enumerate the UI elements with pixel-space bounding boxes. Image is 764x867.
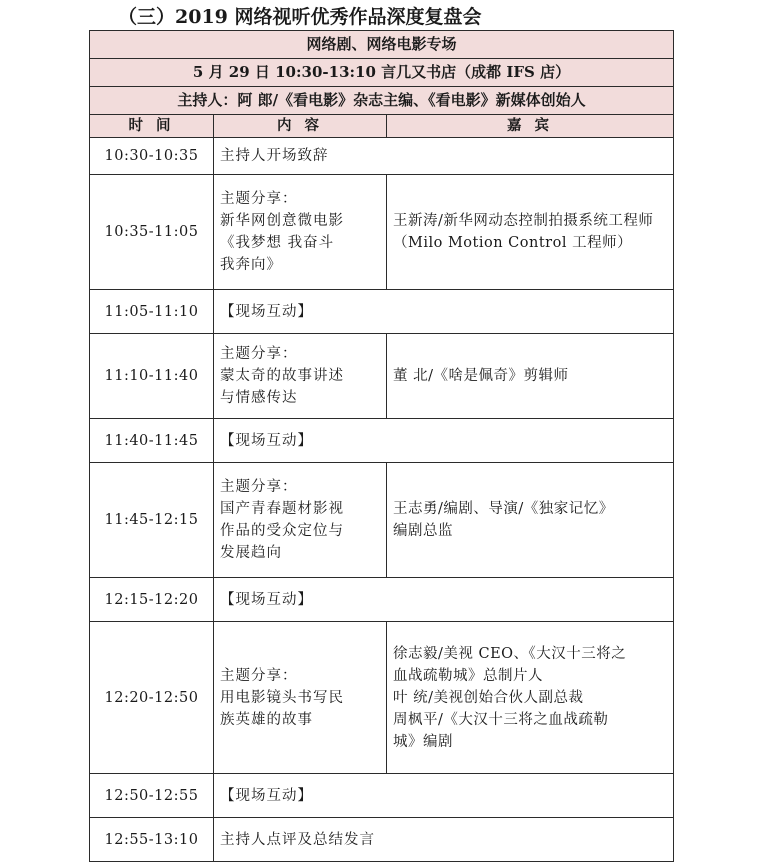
content-cell: 【现场互动】 — [214, 578, 674, 622]
time-cell: 12:20-12:50 — [90, 622, 214, 774]
table-row — [90, 290, 674, 334]
table-row — [90, 334, 674, 419]
time-cell: 12:15-12:20 — [90, 578, 214, 622]
time-cell: 11:10-11:40 — [90, 334, 214, 419]
column-header-guest: 嘉 宾 — [387, 115, 674, 138]
session-host: 主持人：阿 郎/《看电影》杂志主编、《看电影》新媒体创始人 — [90, 87, 674, 115]
content-cell: 主持人点评及总结发言 — [214, 818, 674, 862]
time-cell: 10:30-10:35 — [90, 138, 214, 175]
time-cell: 11:40-11:45 — [90, 419, 214, 463]
content-cell: 主题分享： 新华网创意微电影 《我梦想 我奋斗 我奔向》 — [214, 175, 387, 290]
table-row — [90, 578, 674, 622]
table-row — [90, 818, 674, 862]
column-header-time: 时 间 — [90, 115, 214, 138]
content-cell: 主题分享： 用电影镜头书写民 族英雄的故事 — [214, 622, 387, 774]
column-header-content: 内 容 — [214, 115, 387, 138]
guest-cell: 王新涛/新华网动态控制拍摄系统工程师（Milo Motion Control 工程师） — [387, 175, 674, 290]
time-cell: 12:50-12:55 — [90, 774, 214, 818]
guest-cell: 王志勇/编剧、导演/《独家记忆》 编剧总监 — [387, 463, 674, 578]
table-row — [90, 175, 674, 290]
schedule-table — [89, 30, 674, 862]
content-cell: 【现场互动】 — [214, 290, 674, 334]
table-row — [90, 463, 674, 578]
time-cell: 11:45-12:15 — [90, 463, 214, 578]
session-date-venue: 5 月 29 日 10:30-13:10 言几又书店（成都 IFS 店） — [90, 59, 674, 87]
time-cell: 12:55-13:10 — [90, 818, 214, 862]
table-row — [90, 138, 674, 175]
page-title: （三）2019 网络视听优秀作品深度复盘会 — [118, 6, 482, 28]
content-cell: 主持人开场致辞 — [214, 138, 674, 175]
table-row — [90, 622, 674, 774]
time-cell: 10:35-11:05 — [90, 175, 214, 290]
table-row — [90, 774, 674, 818]
content-cell: 【现场互动】 — [214, 774, 674, 818]
content-cell: 主题分享： 国产青春题材影视 作品的受众定位与 发展趋向 — [214, 463, 387, 578]
content-cell: 主题分享： 蒙太奇的故事讲述 与情感传达 — [214, 334, 387, 419]
guest-cell: 董 北/《啥是佩奇》剪辑师 — [387, 334, 674, 419]
time-cell: 11:05-11:10 — [90, 290, 214, 334]
guest-cell: 徐志毅/美视 CEO、《大汉十三将之 血战疏勒城》总制片人 叶 统/美视创始合伙人副总裁 周枫平/《大汉十三将之血战疏勒 城》编剧 — [387, 622, 674, 774]
table-row — [90, 419, 674, 463]
content-cell: 【现场互动】 — [214, 419, 674, 463]
session-name: 网络剧、网络电影专场 — [90, 31, 674, 59]
